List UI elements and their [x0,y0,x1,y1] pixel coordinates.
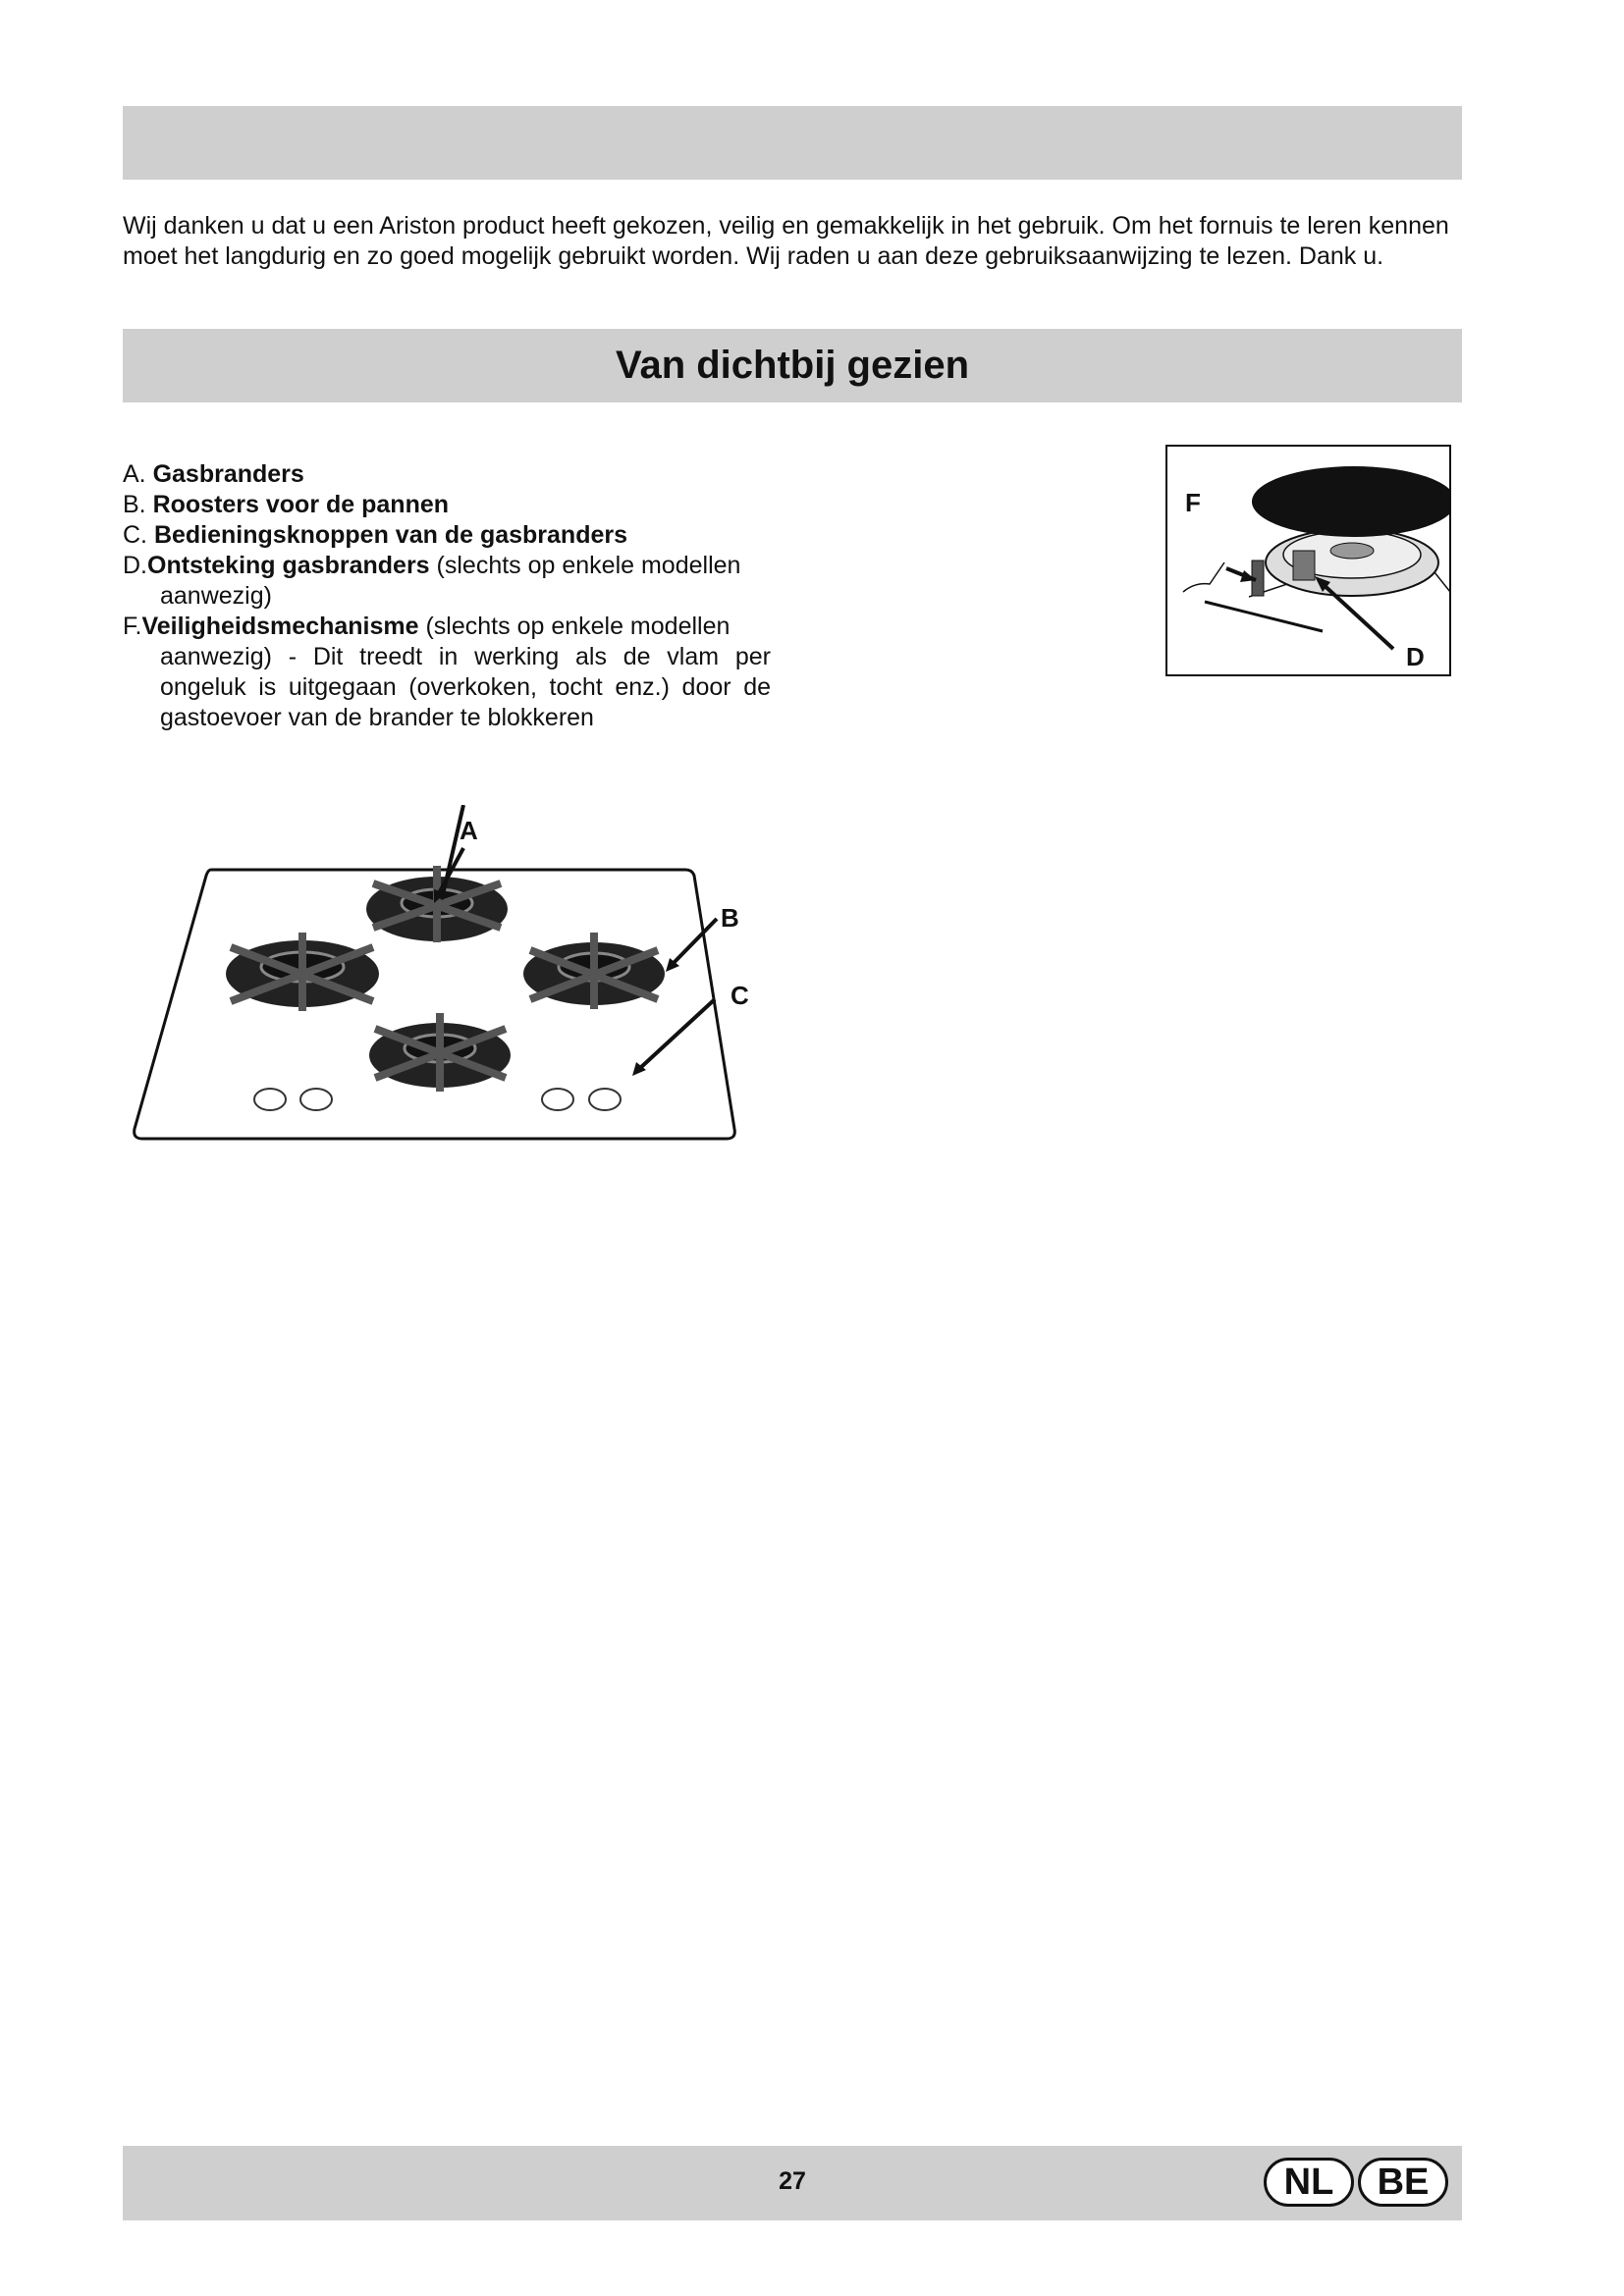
intro-paragraph: Wij danken u dat u een Ariston product heeft gekozen, veilig en gemakkelijk in het gebruik. Om het fornuis te leren kennen moet het langdurig en zo goed mogelijk gebruikt worden. Wij raden u aan deze gebruiksaanwijzing te lezen. Dank u. [123,212,1449,270]
legend-item-a [123,459,771,490]
legend-letter: A. [123,460,146,488]
legend-term: Veiligheidsmechanisme [141,613,419,640]
legend-note: (slechts op enkele modellen [425,613,731,640]
page-number: 27 [779,2167,806,2195]
figure-label-d: D [1406,642,1425,671]
language-badge-nl: NL [1264,2158,1354,2207]
figure-label-f: F [1185,488,1201,517]
burner-detail-figure [1165,445,1451,676]
legend-item-c [123,520,771,551]
figure-label-c: C [731,981,749,1010]
figure-label-a: A [460,816,478,845]
legend-term: Gasbranders [152,460,304,488]
legend-item-d [123,551,771,612]
legend-letter: D. [123,552,147,579]
legend-letter: F. [123,613,142,640]
footer-bar [123,2146,1462,2220]
section-title-bar [123,329,1462,402]
legend-item-b [123,490,771,520]
legend-term: Bedieningsknoppen van de gasbranders [153,521,628,549]
legend-term: Roosters voor de pannen [152,491,450,518]
legend-note-continued: aanwezig) - Dit treedt in werking als de vlam per ongeluk is uitgegaan (overkoken, tocht enz.) door de gastoevoer van de brander te blokkeren [160,643,771,731]
hob-overview-figure [128,805,776,1148]
legend-letter: B. [123,491,146,518]
section-title: Van dichtbij gezien [615,344,970,387]
legend-letter: C. [123,521,147,549]
parts-legend [123,459,771,733]
legend-item-f [123,612,771,733]
legend-note: (slechts op enkele modellen [436,552,741,579]
language-badge-be: BE [1358,2158,1448,2207]
figure-label-b: B [721,903,739,933]
header-bar [123,106,1462,180]
legend-term: Ontsteking gasbranders [147,552,430,579]
legend-note-continued: aanwezig) [160,582,272,610]
